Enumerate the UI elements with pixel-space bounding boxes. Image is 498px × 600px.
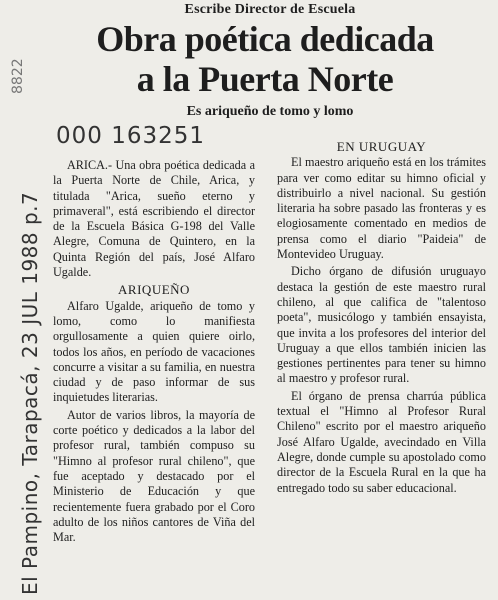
body-paragraph: ARICA.- Una obra poética dedicada a la Puerta Norte de Chile, Arica, y titulada "Arica, sueño eterno y primaveral", está escribiendo el director de la Escuela Básica G-198 del Valle Alegre, Comuna de Quintero, en la Quinta Región del país, José Alfaro Ugalde. <box>53 158 255 280</box>
handwritten-source-date: El Pampino, Tarapacá, 23 JUL 1988 p.7 <box>18 191 42 595</box>
headline-line-1: Obra poética dedicada <box>96 19 434 59</box>
body-paragraph: Dicho órgano de difusión uruguayo destaca la gestión de este maestro rural chileno, al que califica de "talentoso poeta", musicólogo y también ensayista, que invita a los profesores del interior del Uruguay a que ellos también inicien las gestiones pertinentes para tener su himno al maestro y profesor rural. <box>277 264 486 386</box>
right-column <box>277 138 486 498</box>
article-kicker: Escribe Director de Escuela <box>184 2 356 17</box>
body-paragraph: El órgano de prensa charrúa pública textual el "Himno al Profesor Rural Chileno" escrito por el maestro ariqueño José Alfaro Ugalde, avecindado en Villa Alegre, donde cumple su apostolado como director de la Escuela Rural en la que ha entregado todo su saber educacional. <box>277 388 486 495</box>
left-column <box>53 158 255 547</box>
headline-line-2: a la Puerta Norte <box>136 59 394 99</box>
section-heading-uruguay: EN URUGUAY <box>336 139 427 154</box>
subheading: Es ariqueño de tomo y lomo <box>186 104 354 119</box>
handwritten-number: 8822 <box>10 58 26 94</box>
body-paragraph: El maestro ariqueño está en los trámites para ver como editar su himno oficial y distribuirlo a nivel nacional. Su gestión literaria ha sobre pasado las fronteras y es elogiosamente comentado en medios de prensa como el diario "Paideia" de Montevideo Uruguay. <box>277 155 486 262</box>
body-paragraph: Autor de varios libros, la mayoría de corte poético y dedicados a la labor del profesor rural, también compuso su "Himno al profesor rural chileno", que fue aceptado y destacado por el Ministerio de Educación y que recientemente fuera grabado por el Coro adulto de los niños cantores de Viña del Mar. <box>53 407 255 545</box>
section-heading-ariqueno: ARIQUEÑO <box>118 282 190 298</box>
handwritten-code: 000 163251 <box>56 123 206 149</box>
body-paragraph: Alfaro Ugalde, ariqueño de tomo y lomo, como lo manifiesta orgullosamente a quien quiere oirlo, todos los años, en período de vacaciones concurre a visitar a su familia, en nuestra ciudad y de paso informar de sus inquietudes literarias. <box>53 298 255 405</box>
